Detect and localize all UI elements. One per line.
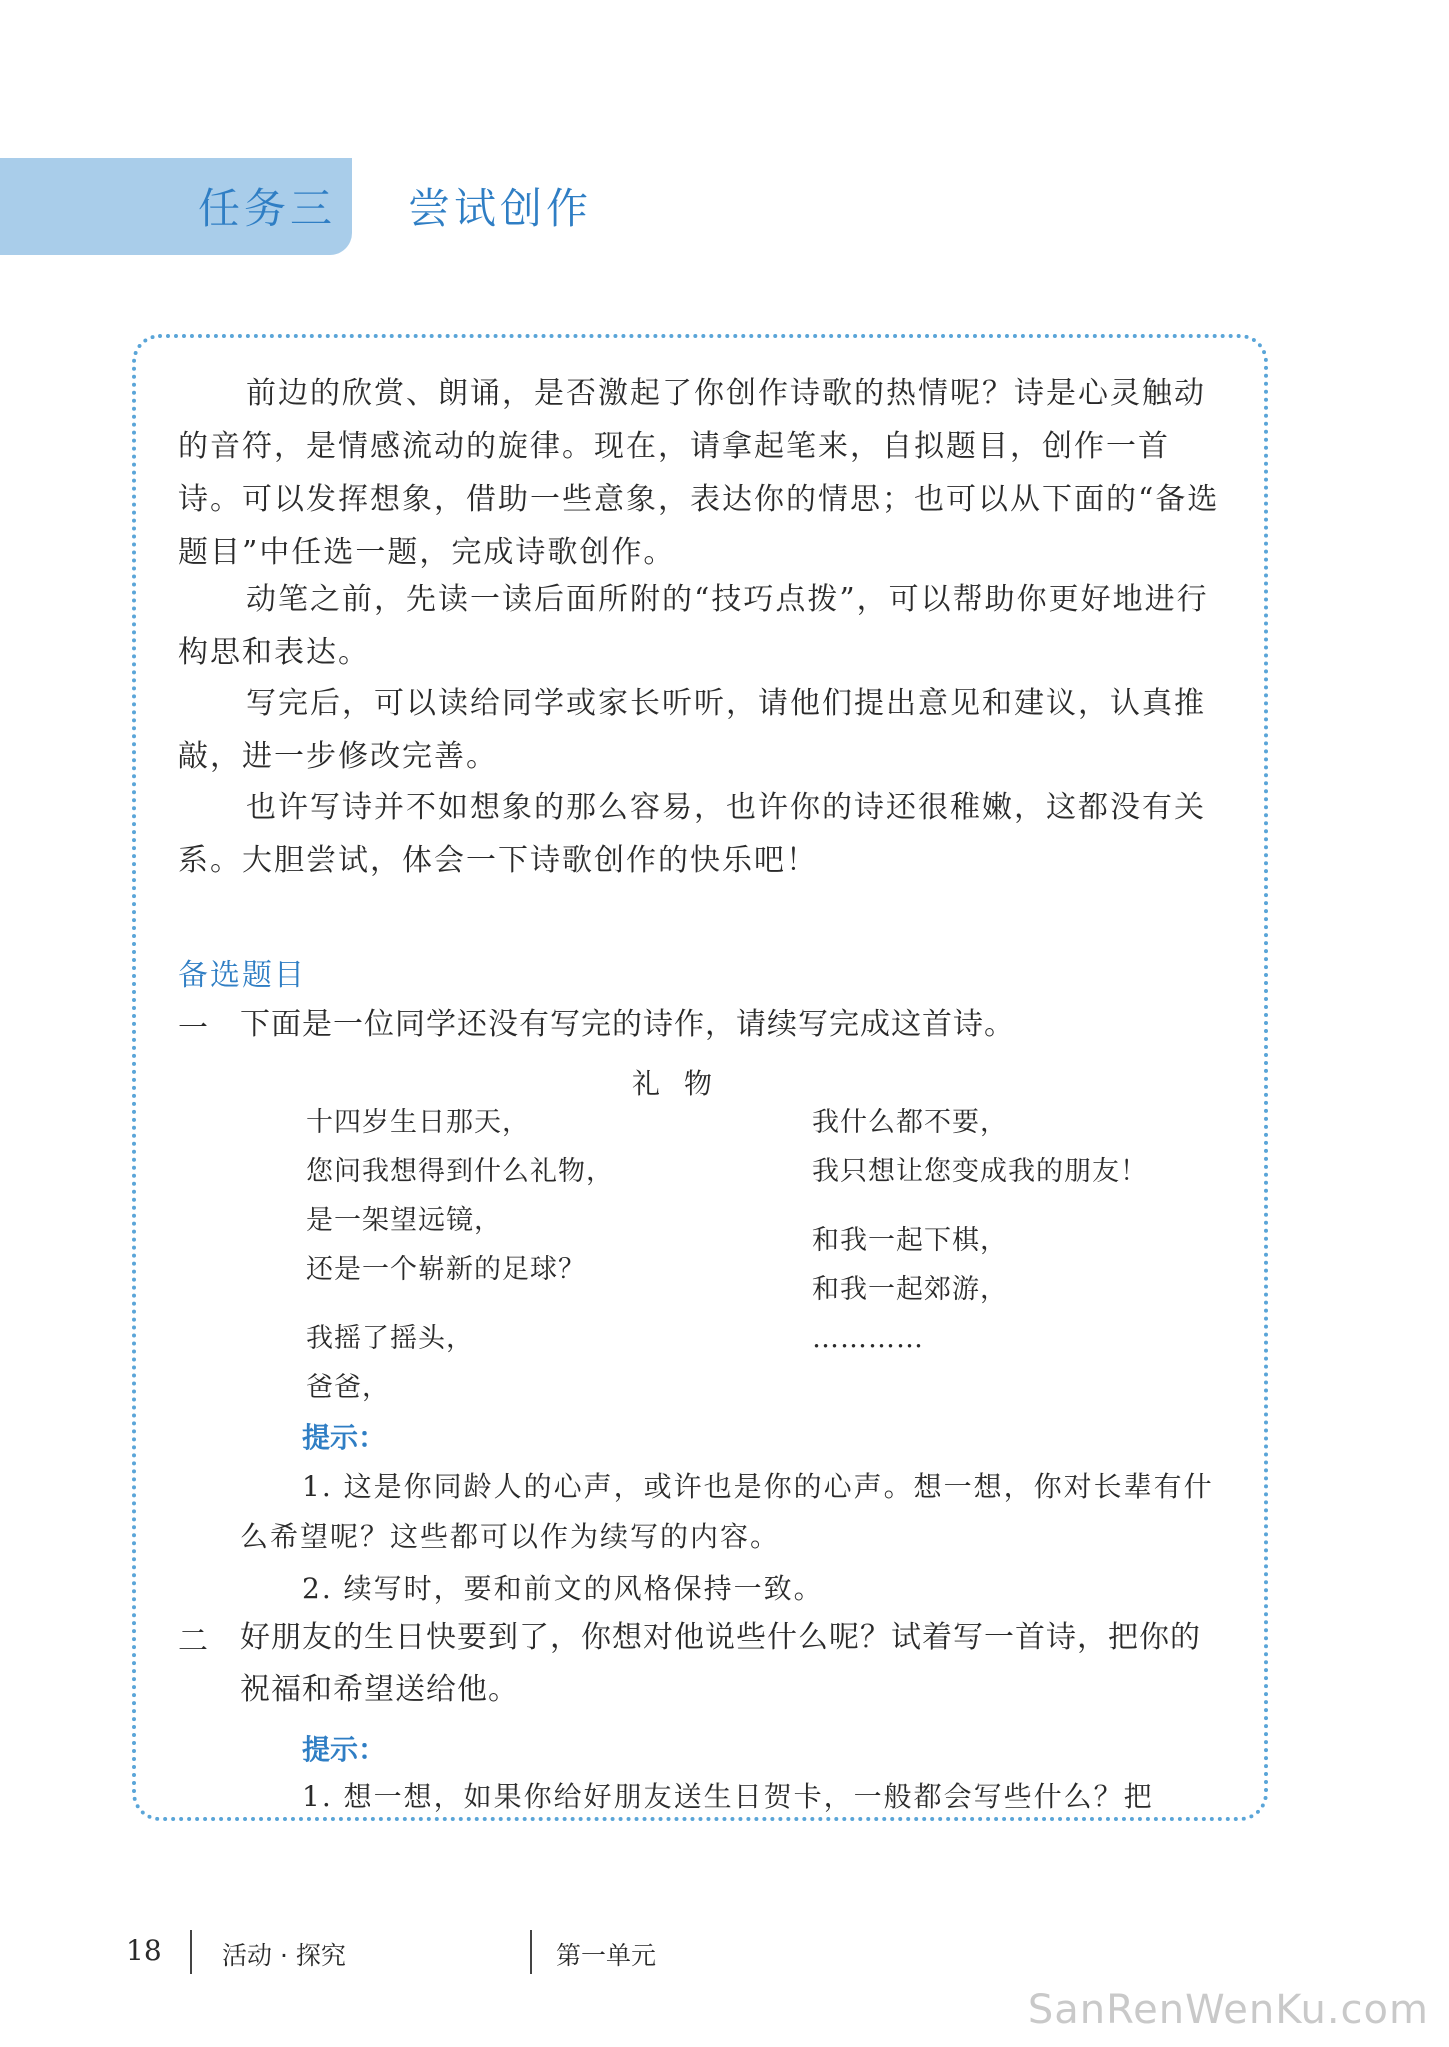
question-1-text: 下面是一位同学还没有写完的诗作，请续写完成这首诗。 (240, 1007, 1015, 1042)
poem-line: 十四岁生日那天， (306, 1107, 530, 1138)
footer-divider (190, 1930, 192, 1974)
poem-line: ………… (812, 1323, 924, 1354)
question-1-hint-label: 提示： (302, 1421, 387, 1454)
intro-paragraph-4: 也许写诗并不如想象的那么容易，也许你的诗还很稚嫩，这都没有关系。大胆尝试，体会一下诗歌创作的快乐吧！ (178, 790, 1206, 878)
question-2-number: 二 (178, 1624, 208, 1659)
poem-line: 是一架望远镜， (306, 1205, 502, 1236)
intro-paragraph-2: 动笔之前，先读一读后面所附的“技巧点拨”，可以帮助你更好地进行构思和表达。 (178, 582, 1209, 670)
poem-line: 我什么都不要， (812, 1107, 1008, 1138)
page-number: 18 (126, 1934, 162, 1967)
question-2-hint-1: 1. 想一想，如果你给好朋友送生日贺卡，一般都会写些什么？把 (302, 1780, 1154, 1813)
options-heading: 备选题目 (178, 958, 306, 993)
footer-section: 活动 · 探究 (222, 1941, 346, 1970)
poem-line: 还是一个崭新的足球？ (306, 1254, 586, 1285)
poem-line: 和我一起郊游， (812, 1274, 1008, 1305)
poem-line: 和我一起下棋， (812, 1225, 1008, 1256)
task-title: 尝试创作 (408, 184, 593, 233)
stanza-gap (812, 1196, 1148, 1216)
footer-unit: 第一单元 (556, 1941, 657, 1970)
poem-left-column (306, 1098, 614, 1412)
task-label: 任务三 (198, 184, 337, 233)
question-1-hint-2: 2. 续写时，要和前文的风格保持一致。 (302, 1572, 824, 1605)
poem-line: 我只想让您变成我的朋友！ (812, 1156, 1148, 1187)
footer-divider (530, 1930, 532, 1974)
poem-right-column (812, 1098, 1148, 1363)
question-2-hint-label: 提示： (302, 1733, 387, 1766)
stanza-gap (306, 1294, 614, 1314)
question-1-hint-1: 1. 这是你同龄人的心声，或许也是你的心声。想一想，你对长辈有什么希望呢？这些都可以作为续写的内容。 (240, 1470, 1214, 1553)
poem-line: 爸爸， (306, 1372, 390, 1403)
poem-line: 我摇了摇头， (306, 1323, 474, 1354)
poem-title: 礼物 (632, 1067, 737, 1100)
intro-paragraph-1: 前边的欣赏、朗诵，是否激起了你创作诗歌的热情呢？诗是心灵触动的音符，是情感流动的旋律。现在，请拿起笔来，自拟题目，创作一首诗。可以发挥想象，借助一些意象，表达你的情思；也可以从下面的“备选题目”中任选一题，完成诗歌创作。 (178, 376, 1220, 570)
poem-line: 您问我想得到什么礼物， (306, 1156, 614, 1187)
watermark: SanRenWenKu.com (1027, 1987, 1429, 2033)
question-2-text: 好朋友的生日快要到了，你想对他说些什么呢？试着写一首诗，把你的祝福和希望送给他。 (240, 1620, 1201, 1707)
intro-paragraph-3: 写完后，可以读给同学或家长听听，请他们提出意见和建议，认真推敲，进一步修改完善。 (178, 686, 1206, 774)
question-1-number: 一 (178, 1011, 208, 1046)
